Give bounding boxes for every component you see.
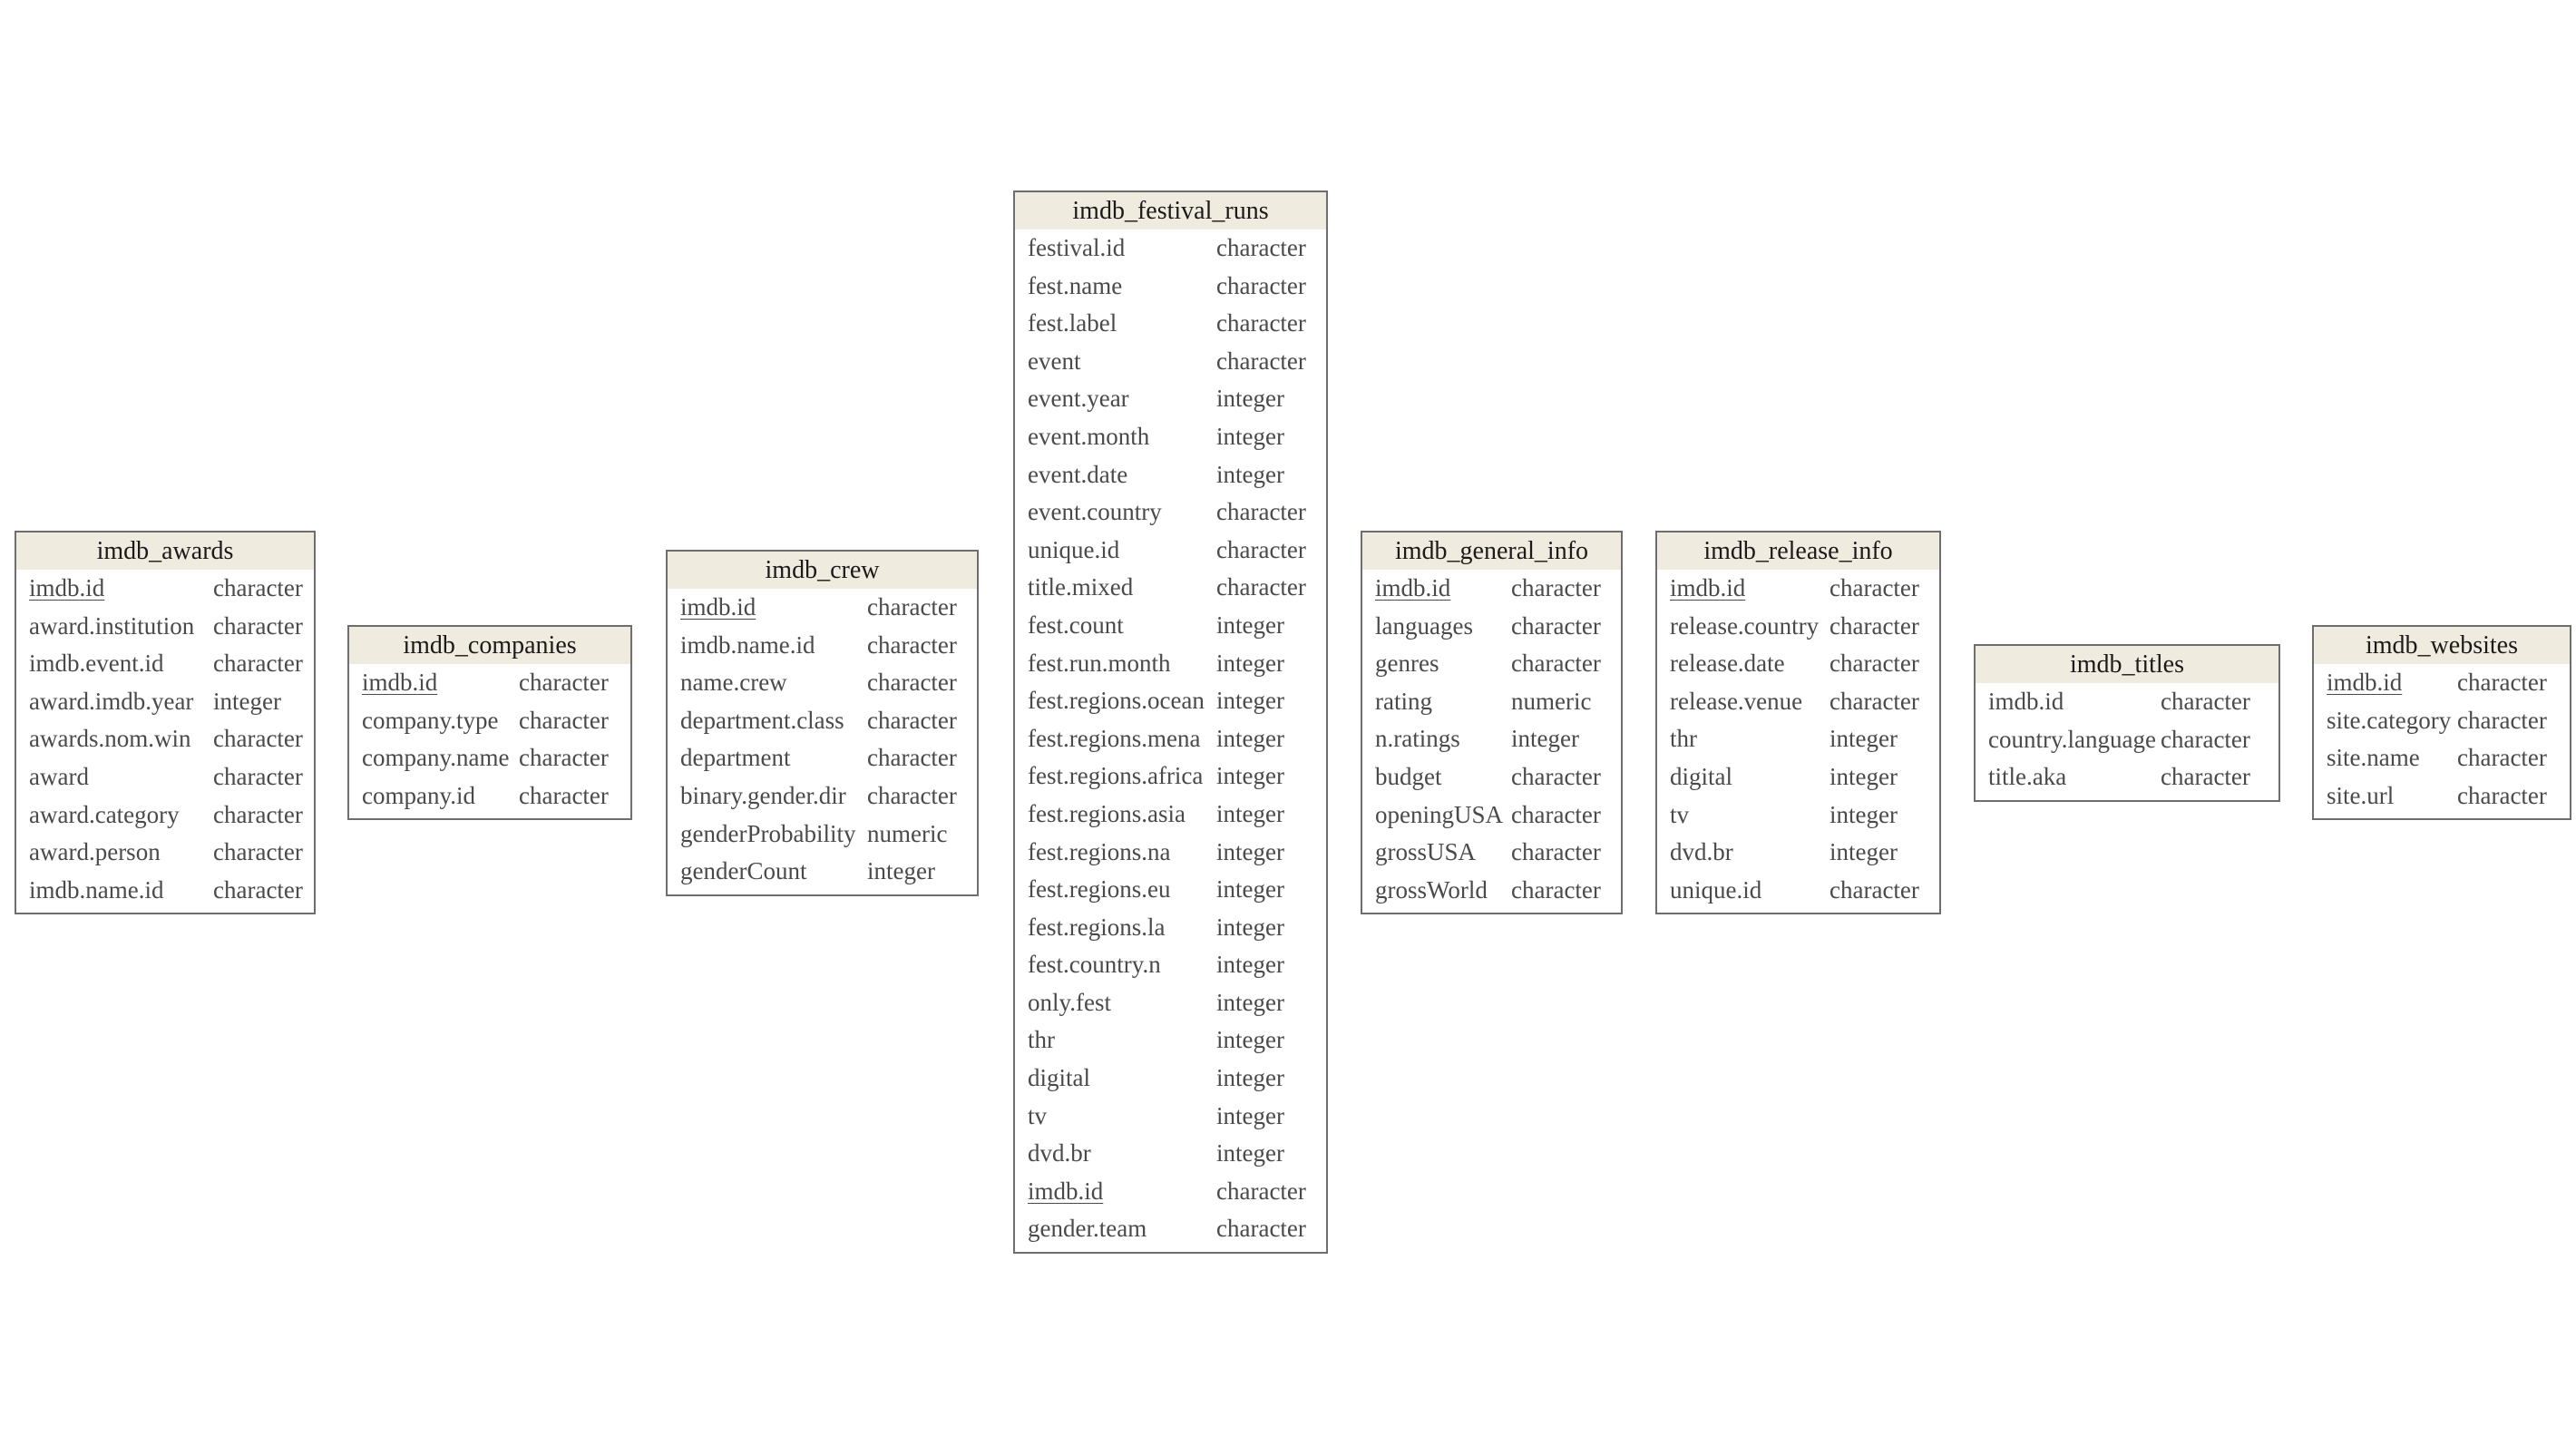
column-type: character <box>1830 611 1919 640</box>
column-row[interactable] <box>1015 946 1326 984</box>
column-name: fest.regions.africa <box>1028 762 1204 790</box>
column-row[interactable] <box>1362 796 1621 835</box>
column-row[interactable] <box>1362 758 1621 796</box>
column-row[interactable] <box>2314 664 2570 702</box>
column-row[interactable] <box>1015 720 1326 758</box>
column-row[interactable] <box>1657 834 1939 872</box>
column-name: award.category <box>29 800 180 828</box>
column-row[interactable] <box>1015 1173 1326 1211</box>
table-title: imdb_companies <box>349 627 630 664</box>
column-type: character <box>213 611 303 640</box>
table-columns <box>1015 230 1326 1252</box>
key-column-name: imdb.id <box>362 669 438 696</box>
column-name: fest.regions.la <box>1028 913 1166 941</box>
column-row[interactable] <box>1015 569 1326 607</box>
column-type: integer <box>1216 385 1284 413</box>
column-row[interactable] <box>1362 834 1621 872</box>
column-type: integer <box>1216 611 1284 639</box>
column-name: gender.team <box>1028 1215 1147 1243</box>
column-name: digital <box>1028 1064 1090 1092</box>
column-type: character <box>2161 725 2250 753</box>
column-name: digital <box>1670 762 1732 790</box>
column-type: integer <box>1216 1139 1284 1168</box>
column-row[interactable] <box>349 664 630 702</box>
table-title: imdb_general_info <box>1362 532 1621 570</box>
column-type: integer <box>1830 725 1898 753</box>
column-type: integer <box>1511 725 1579 753</box>
column-type: character <box>2457 781 2547 809</box>
column-row[interactable] <box>1015 305 1326 343</box>
column-row[interactable] <box>2314 739 2570 777</box>
column-name: awards.nom.win <box>29 725 191 753</box>
column-type: character <box>213 725 303 753</box>
column-row[interactable] <box>668 589 977 627</box>
column-name: genres <box>1375 650 1439 678</box>
table-columns <box>668 589 977 894</box>
column-row[interactable] <box>1657 608 1939 646</box>
column-type: character <box>519 669 609 696</box>
column-type: character <box>519 781 609 809</box>
table-title: imdb_websites <box>2314 627 2570 664</box>
column-type: character <box>213 650 303 678</box>
column-type: integer <box>1216 687 1284 715</box>
column-name: country.language <box>1988 725 2156 753</box>
column-type: integer <box>1830 800 1898 828</box>
column-name: imdb.event.id <box>29 650 164 678</box>
column-name: fest.regions.na <box>1028 837 1171 865</box>
column-name: department.class <box>680 706 844 734</box>
column-row[interactable] <box>1015 607 1326 645</box>
column-row[interactable] <box>1657 796 1939 835</box>
column-row[interactable] <box>1015 796 1326 834</box>
column-type: integer <box>1216 762 1284 790</box>
column-type: integer <box>1216 913 1284 941</box>
column-row[interactable] <box>668 627 977 665</box>
table-title: imdb_crew <box>668 552 977 589</box>
column-type: character <box>1216 535 1306 563</box>
column-type: integer <box>1216 724 1284 752</box>
column-row[interactable] <box>1015 645 1326 683</box>
key-column-name: imdb.id <box>2327 669 2403 696</box>
column-row[interactable] <box>2314 777 2570 816</box>
column-row[interactable] <box>668 777 977 816</box>
column-name: department <box>680 744 791 772</box>
table-imdb_titles[interactable] <box>1974 644 2280 802</box>
table-title: imdb_titles <box>1976 646 2278 683</box>
column-type: integer <box>1216 649 1284 677</box>
column-type: character <box>1216 573 1306 601</box>
column-type: character <box>1511 800 1601 828</box>
column-type: integer <box>1216 837 1284 865</box>
column-name: grossWorld <box>1375 875 1488 904</box>
column-type: character <box>1216 1177 1306 1205</box>
column-name: genderProbability <box>680 819 856 847</box>
column-row[interactable] <box>16 834 314 872</box>
column-name: fest.regions.ocean <box>1028 687 1205 715</box>
column-name: title.mixed <box>1028 573 1134 601</box>
column-row[interactable] <box>349 777 630 816</box>
column-row[interactable] <box>668 853 977 891</box>
column-type: integer <box>1216 988 1284 1016</box>
column-type: character <box>1830 574 1919 601</box>
column-row[interactable] <box>668 739 977 777</box>
key-column-name: imdb.id <box>1375 574 1451 601</box>
column-row[interactable] <box>16 645 314 683</box>
column-type: character <box>519 706 609 734</box>
column-name: company.id <box>362 781 475 809</box>
column-row[interactable] <box>1976 683 2278 721</box>
column-name: award.person <box>29 838 161 866</box>
column-type: character <box>2161 763 2250 791</box>
column-type: integer <box>213 687 281 715</box>
column-row[interactable] <box>16 608 314 646</box>
column-type: character <box>1216 309 1306 337</box>
column-row[interactable] <box>1362 720 1621 758</box>
column-type: integer <box>1216 875 1284 904</box>
column-name: fest.regions.mena <box>1028 724 1201 752</box>
column-name: genderCount <box>680 857 807 885</box>
column-type: character <box>867 630 957 659</box>
table-imdb_general_info[interactable] <box>1361 531 1623 914</box>
column-name: fest.country.n <box>1028 951 1161 979</box>
table-imdb_crew[interactable] <box>666 550 979 896</box>
table-columns <box>2314 664 2570 818</box>
column-name: award.institution <box>29 611 195 640</box>
column-row[interactable] <box>16 796 314 835</box>
table-title: imdb_festival_runs <box>1015 192 1326 230</box>
column-type: character <box>1511 875 1601 904</box>
key-column-name: imdb.id <box>29 574 105 601</box>
column-row[interactable] <box>1015 380 1326 418</box>
column-type: character <box>2161 688 2250 715</box>
column-row[interactable] <box>16 720 314 758</box>
column-name: event <box>1028 347 1081 375</box>
column-row[interactable] <box>1976 758 2278 796</box>
column-name: event.date <box>1028 460 1128 488</box>
column-name: title.aka <box>1988 763 2067 791</box>
column-type: character <box>867 706 957 734</box>
column-type: character <box>867 669 957 697</box>
column-row[interactable] <box>668 702 977 740</box>
column-type: character <box>1511 611 1601 640</box>
column-row[interactable] <box>1362 645 1621 683</box>
column-name: release.date <box>1670 650 1785 678</box>
column-row[interactable] <box>1015 1060 1326 1098</box>
column-name: fest.run.month <box>1028 649 1171 677</box>
column-name: budget <box>1375 762 1442 790</box>
column-name: imdb.id <box>1988 688 2064 715</box>
column-type: character <box>1216 1215 1306 1243</box>
column-name: company.type <box>362 706 499 734</box>
column-row[interactable] <box>16 570 314 608</box>
column-type: integer <box>1216 1026 1284 1054</box>
column-type: character <box>213 838 303 866</box>
column-row[interactable] <box>1015 909 1326 947</box>
column-name: dvd.br <box>1028 1139 1091 1168</box>
column-row[interactable] <box>349 702 630 740</box>
column-row[interactable] <box>1362 872 1621 910</box>
column-row[interactable] <box>1657 645 1939 683</box>
column-type: numeric <box>867 819 948 847</box>
column-type: integer <box>867 857 935 885</box>
column-type: integer <box>1216 460 1284 488</box>
column-type: character <box>1511 650 1601 678</box>
table-imdb_companies[interactable] <box>347 625 632 820</box>
table-columns <box>1657 570 1939 913</box>
column-type: character <box>1511 574 1601 601</box>
column-name: site.name <box>2327 744 2420 772</box>
column-name: imdb.name.id <box>680 630 815 659</box>
column-type: numeric <box>1511 687 1592 715</box>
column-name: fest.regions.eu <box>1028 875 1171 904</box>
key-column-name: imdb.id <box>1028 1177 1104 1205</box>
column-type: character <box>213 875 303 904</box>
column-type: character <box>519 744 609 772</box>
column-row[interactable] <box>1362 608 1621 646</box>
column-type: integer <box>1830 838 1898 866</box>
column-type: character <box>867 593 957 620</box>
column-row[interactable] <box>2314 702 2570 740</box>
table-imdb_festival_runs[interactable] <box>1013 191 1328 1254</box>
column-row[interactable] <box>1657 570 1939 608</box>
column-row[interactable] <box>1657 872 1939 910</box>
column-name: name.crew <box>680 669 787 697</box>
column-type: character <box>1830 650 1919 678</box>
table-columns <box>1976 683 2278 800</box>
column-name: thr <box>1670 725 1697 753</box>
column-type: character <box>1830 687 1919 715</box>
column-name: release.venue <box>1670 687 1803 715</box>
column-name: fest.name <box>1028 271 1123 299</box>
column-type: integer <box>1216 951 1284 979</box>
column-name: festival.id <box>1028 234 1126 261</box>
column-name: openingUSA <box>1375 800 1503 828</box>
column-name: company.name <box>362 744 510 772</box>
column-row[interactable] <box>1015 834 1326 872</box>
column-type: character <box>1216 347 1306 375</box>
column-type: integer <box>1830 762 1898 790</box>
column-name: event.country <box>1028 498 1162 526</box>
table-imdb_websites[interactable] <box>2312 625 2571 820</box>
column-name: binary.gender.dir <box>680 781 846 809</box>
key-column-name: imdb.id <box>680 593 756 620</box>
column-row[interactable] <box>349 739 630 777</box>
column-row[interactable] <box>1015 757 1326 796</box>
column-name: award.imdb.year <box>29 687 194 715</box>
column-row[interactable] <box>1976 721 2278 759</box>
column-name: award <box>29 762 89 790</box>
column-type: character <box>1511 838 1601 866</box>
column-type: character <box>2457 669 2547 696</box>
column-row[interactable] <box>1015 984 1326 1022</box>
column-name: release.country <box>1670 611 1820 640</box>
column-row[interactable] <box>16 683 314 721</box>
column-row[interactable] <box>1362 683 1621 721</box>
key-column-name: imdb.id <box>1670 574 1746 601</box>
column-name: tv <box>1028 1101 1048 1129</box>
column-name: thr <box>1028 1026 1055 1054</box>
column-type: character <box>1511 762 1601 790</box>
column-name: languages <box>1375 611 1473 640</box>
column-row[interactable] <box>1015 493 1326 532</box>
column-type: character <box>213 574 303 601</box>
column-type: character <box>1216 498 1306 526</box>
column-name: event.month <box>1028 422 1150 450</box>
column-row[interactable] <box>668 816 977 854</box>
column-type: character <box>2457 744 2547 772</box>
column-row[interactable] <box>1015 871 1326 909</box>
column-type: integer <box>1216 1101 1284 1129</box>
table-columns <box>16 570 314 913</box>
column-type: character <box>1830 875 1919 904</box>
column-row[interactable] <box>1015 268 1326 306</box>
column-name: tv <box>1670 800 1690 828</box>
column-row[interactable] <box>1015 230 1326 268</box>
column-row[interactable] <box>1657 683 1939 721</box>
column-row[interactable] <box>1362 570 1621 608</box>
column-name: site.category <box>2327 706 2452 734</box>
table-imdb_release_info[interactable] <box>1655 531 1941 914</box>
column-name: imdb.name.id <box>29 875 164 904</box>
column-row[interactable] <box>1657 720 1939 758</box>
column-name: unique.id <box>1028 535 1120 563</box>
column-row[interactable] <box>1015 1021 1326 1060</box>
table-columns <box>349 664 630 818</box>
column-row[interactable] <box>1657 758 1939 796</box>
column-name: only.fest <box>1028 988 1111 1016</box>
column-name: dvd.br <box>1670 838 1733 866</box>
column-name: grossUSA <box>1375 838 1477 866</box>
column-row[interactable] <box>668 664 977 702</box>
column-type: character <box>867 781 957 809</box>
table-imdb_awards[interactable] <box>15 531 316 914</box>
column-row[interactable] <box>1015 1098 1326 1136</box>
column-name: fest.label <box>1028 309 1117 337</box>
table-title: imdb_release_info <box>1657 532 1939 570</box>
column-type: character <box>1216 271 1306 299</box>
column-row[interactable] <box>1015 343 1326 381</box>
column-name: site.url <box>2327 781 2395 809</box>
column-type: integer <box>1216 422 1284 450</box>
column-row[interactable] <box>1015 532 1326 570</box>
table-title: imdb_awards <box>16 532 314 570</box>
column-type: integer <box>1216 1064 1284 1092</box>
table-columns <box>1362 570 1621 913</box>
column-type: character <box>1216 234 1306 261</box>
column-row[interactable] <box>1015 456 1326 494</box>
column-name: n.ratings <box>1375 725 1460 753</box>
column-name: event.year <box>1028 385 1129 413</box>
column-row[interactable] <box>1015 1210 1326 1248</box>
column-row[interactable] <box>1015 1135 1326 1173</box>
column-type: character <box>213 800 303 828</box>
column-name: fest.count <box>1028 611 1124 639</box>
column-name: rating <box>1375 687 1432 715</box>
column-name: fest.regions.asia <box>1028 799 1186 827</box>
column-type: integer <box>1216 799 1284 827</box>
column-row[interactable] <box>16 758 314 796</box>
column-row[interactable] <box>16 872 314 910</box>
column-name: unique.id <box>1670 875 1762 904</box>
column-row[interactable] <box>1015 682 1326 720</box>
column-row[interactable] <box>1015 418 1326 456</box>
column-type: character <box>2457 706 2547 734</box>
column-type: character <box>867 744 957 772</box>
column-type: character <box>213 762 303 790</box>
